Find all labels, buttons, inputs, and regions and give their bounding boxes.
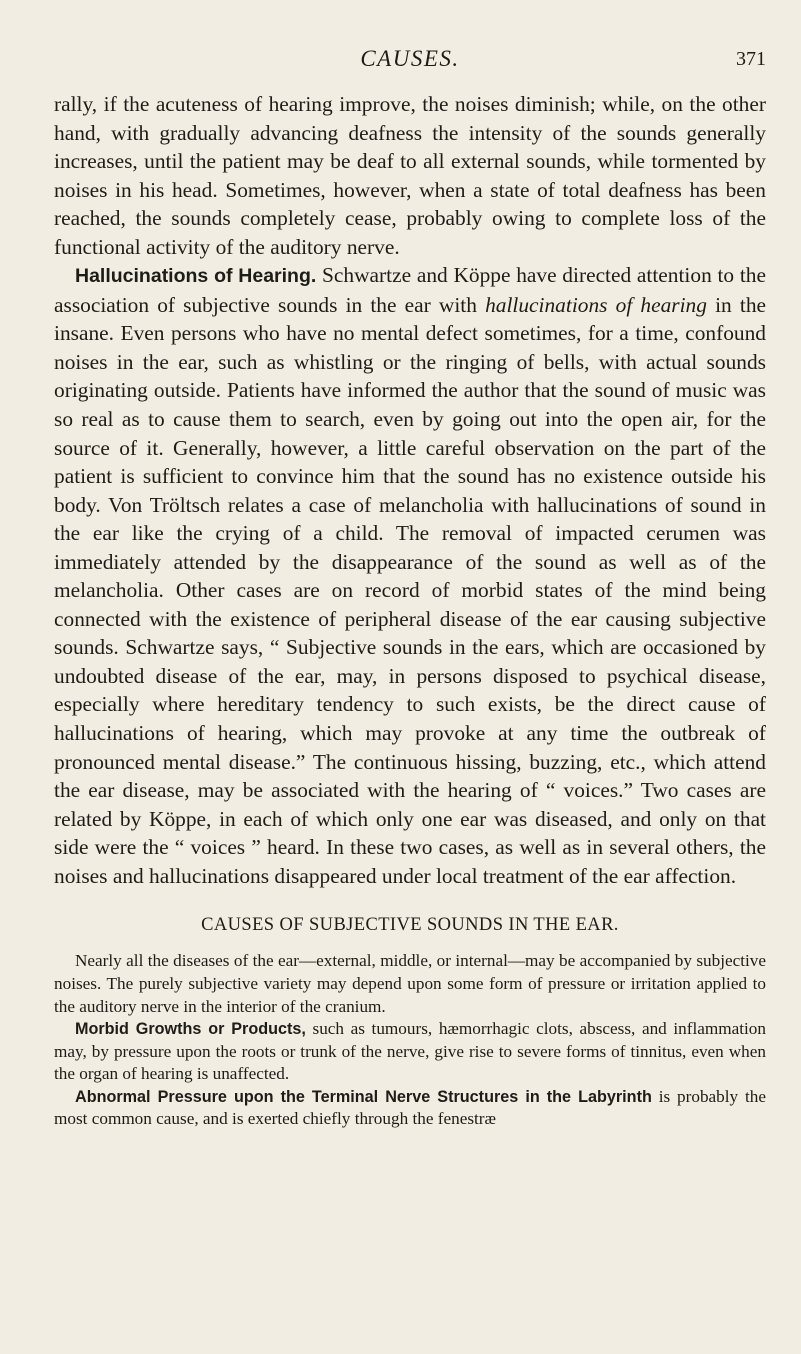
- section-text: [54, 950, 766, 1131]
- run-in-heading-morbid-growths: Morbid Growths or Products,: [75, 1020, 306, 1039]
- paragraph-text: such as tumours, hæmorrhagic clots, abscess, and inflammation may, by pressure upon the roots or trunk of the nerve, give rise to severe forms of tinnitus, even when the organ of hearing is unaffected.: [54, 1019, 766, 1084]
- main-text: [54, 90, 766, 890]
- paragraph-text: in the insane. Even persons who have no mental defect sometimes, for a time, confound noises in the ear, such as whistling or the ringing of bells, with actual sounds originating outside. Patients have informed the author that the sound of music was so real as to cause them to search, even by going out into the open air, for the source of it. Generally, however, a little careful observation on the part of the patient is sufficient to convince him that the sound has no existence outside his body. Von Tröltsch relates a case of melancholia with hallucinations of sound in the ear like the crying of a child. The removal of impacted cerumen was immediately attended by the disappearance of the sound as well as of the melancholia. Other cases are on record of morbid states of the mind being connected with the existence of peripheral disease of the ear causing subjective sounds. Schwartze says, “ Subjective sounds in the ears, which are occasioned by undoubted disease of the ear, may, in persons disposed to psychical disease, especially where hereditary tendency to such exists, be the direct cause of hallucinations of hearing, which may provoke at any time the outbreak of pronounced mental disease.” The continuous hissing, buzzing, etc., which attend the ear disease, may be associated with the hearing of “ voices.” Two cases are related by Köppe, in each of which only one ear was diseased, and only on that side were the “ voices ” heard. In these two cases, as well as in several others, the noises and hallucinations disappeared under local treatment of the ear affection.: [54, 292, 767, 888]
- paragraph-hallucinations: [54, 261, 766, 890]
- page-number: 371: [736, 48, 766, 70]
- running-title: CAUSES.: [360, 46, 460, 71]
- run-in-heading-hallucinations: Hallucinations of Hearing.: [75, 265, 317, 288]
- paragraph-morbid-growths: [54, 1018, 766, 1086]
- paragraph-abnormal-pressure: [54, 1086, 766, 1131]
- paragraph-continuation: rally, if the acuteness of hearing improve, the noises diminish; while, on the other hand, with gradually advancing deafness the intensity of the sounds generally increases, until the patient may be deaf to all external sounds, while tormented by noises in his head. Sometimes, however, when a state of total deafness has been reached, the sounds completely cease, probably owing to complete loss of the functional activity of the auditory nerve.: [54, 92, 766, 259]
- section-heading: CAUSES OF SUBJECTIVE SOUNDS IN THE EAR.: [201, 915, 619, 936]
- paragraph-text: Schwartze and Köppe have directed attention to the association of subjective sounds in the ear with: [54, 263, 766, 317]
- book-page: [54, 38, 766, 1131]
- running-head: [54, 38, 766, 78]
- paragraph-text: is probably the most common cause, and is exerted chiefly through the fenestræ: [54, 1086, 766, 1129]
- paragraph-nearly-all: Nearly all the diseases of the ear—external, middle, or internal—may be accompanied by subjective noises. The purely subjective variety may depend upon some form of pressure or irritation applied to the auditory nerve in the interior of the cranium.: [54, 951, 766, 1016]
- run-in-heading-abnormal-pressure: Abnormal Pressure upon the Terminal Nerve Structures in the Labyrinth: [75, 1087, 652, 1106]
- italic-phrase: hallucinations of hearing: [485, 292, 707, 317]
